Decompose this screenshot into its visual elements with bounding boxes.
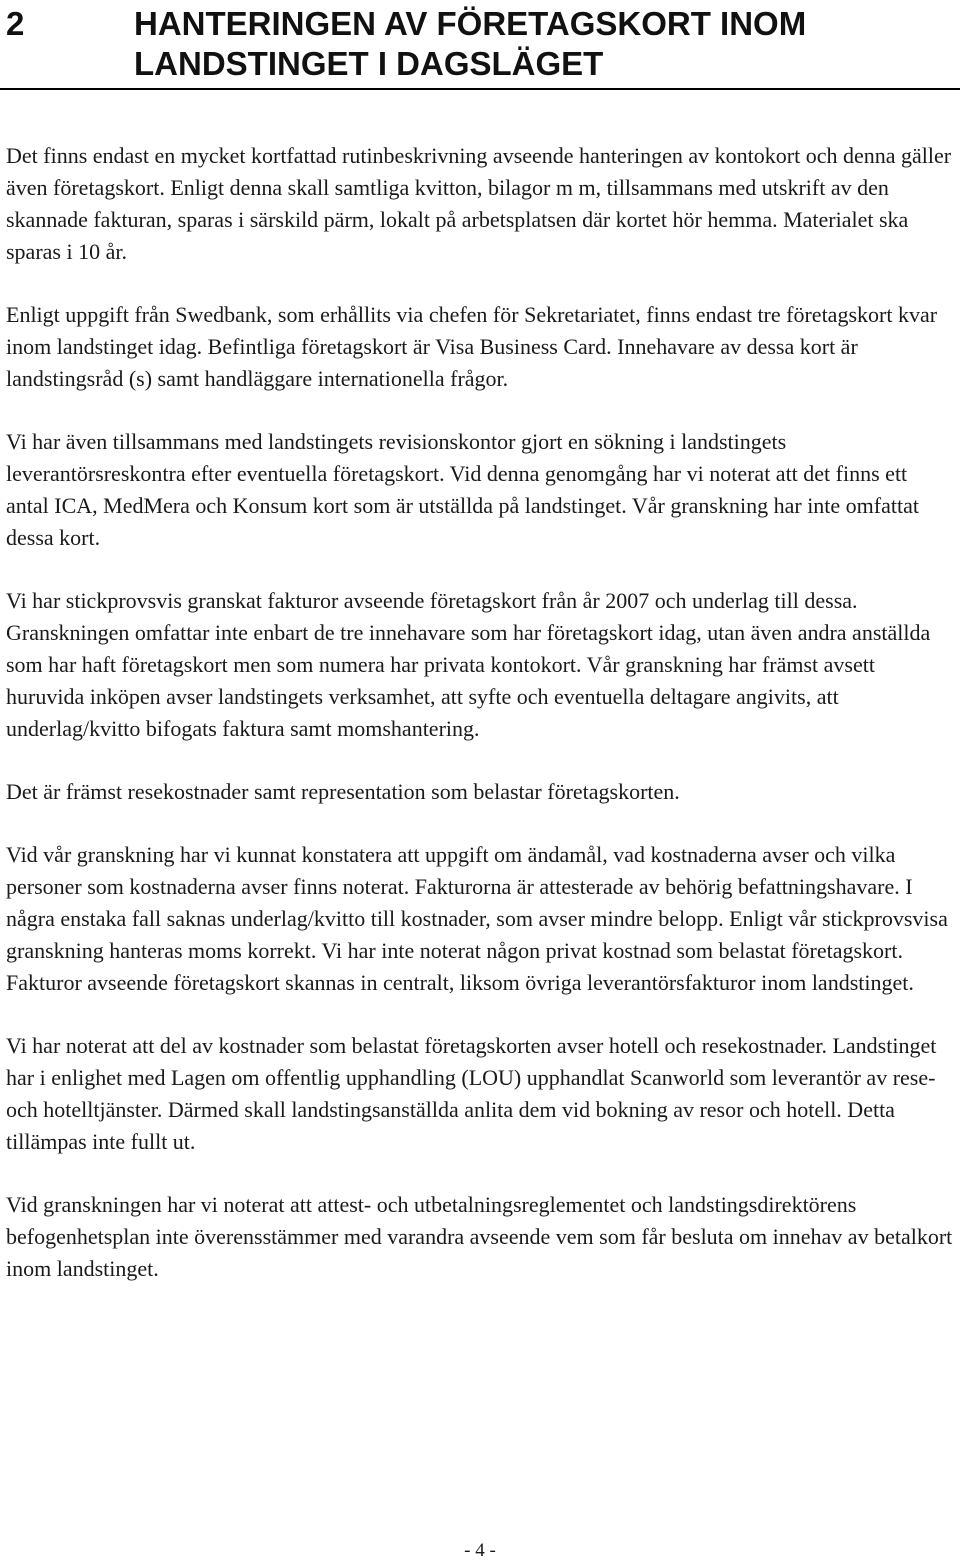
paragraph-ledger-search: Vi har även tillsammans med landstingets revisionskontor gjort en sökning i landstingets leverantörsreskontra efter eventuella företagskort. Vid denna genomgång har vi noterat att det finns ett antal ICA, MedMera och Konsum kort som är utställda på landstinget. Vår granskning har inte omfattat dessa kort. bbox=[6, 429, 919, 550]
paragraph-hotel-procurement: Vi har noterat att del av kostnader som belastat företagskorten avser hotell och resekostnader. Landstinget har i enlighet med Lagen om offentlig upphandling (LOU) upphandlat Scanworld som leverantör av rese- och hotelltjänster. Därmed skall landstingsanställda anlita dem vid bokning av resor och hotell. Detta tillämpas inte fullt ut. bbox=[6, 1033, 937, 1154]
paragraph-swedbank-info: Enligt uppgift från Swedbank, som erhållits via chefen för Sekretariatet, finns endast tre företagskort kvar inom landstinget idag. Befintliga företagskort är Visa Business Card. Innehavare av dessa kort är landstingsråd (s) samt handläggare internationella frågor. bbox=[6, 302, 938, 391]
section-title bbox=[134, 4, 954, 84]
paragraph-travel-costs: Det är främst resekostnader samt representation som belastar företagskorten. bbox=[6, 779, 680, 804]
section-heading bbox=[0, 0, 960, 90]
paragraph-regulations: Vid granskningen har vi noterat att attest- och utbetalningsreglementet och landstingsdirektörens befogenhetsplan inte överensstämmer med varandra avseende vem som får besluta om innehav av betalkort inom landstinget. bbox=[6, 1192, 953, 1281]
page-number: - 4 - bbox=[464, 1540, 496, 1561]
paragraph-routine-description: Det finns endast en mycket kortfattad rutinbeskrivning avseende hanteringen av kontokort och denna gäller även företagskort. Enligt denna skall samtliga kvitton, bilagor m m, tillsammans med utskrift av den skannade fakturan, sparas i särskild pärm, lokalt på arbetsplatsen där kortet hör hemma. Materialet ska sparas i 10 år. bbox=[6, 143, 952, 264]
section-title-line-1: HANTERINGEN AV FÖRETAGSKORT INOM bbox=[134, 5, 807, 42]
section-number: 2 bbox=[6, 5, 25, 42]
document-body bbox=[6, 140, 954, 1316]
section-title-line-2: LANDSTINGET I DAGSLÄGET bbox=[134, 45, 604, 82]
paragraph-findings: Vid vår granskning har vi kunnat konstatera att uppgift om ändamål, vad kostnaderna avser och vilka personer som kostnaderna avser finns noterat. Fakturorna är attesterade av behörig befattningshavare. I några enstaka fall saknas underlag/kvitto till kostnader, som avser mindre belopp. Enligt vår stickprovsvisa granskning hanteras moms korrekt. Vi har inte noterat någon privat kostnad som belastat företagskort. Fakturor avseende företagskort skannas in centralt, liksom övriga leverantörsfakturor inom landstinget. bbox=[6, 842, 948, 995]
paragraph-sample-review: Vi har stickprovsvis granskat fakturor avseende företagskort från år 2007 och underlag till dessa. Granskningen omfattar inte enbart de tre innehavare som har företagskort idag, utan även andra anställda som har haft företagskort men som numera har privata kontokort. Vår granskning har främst avsett huruvida inköpen avser landstingets verksamhet, att syfte och eventuella deltagare angivits, att underlag/kvitto bifogats faktura samt momshantering. bbox=[6, 588, 931, 741]
